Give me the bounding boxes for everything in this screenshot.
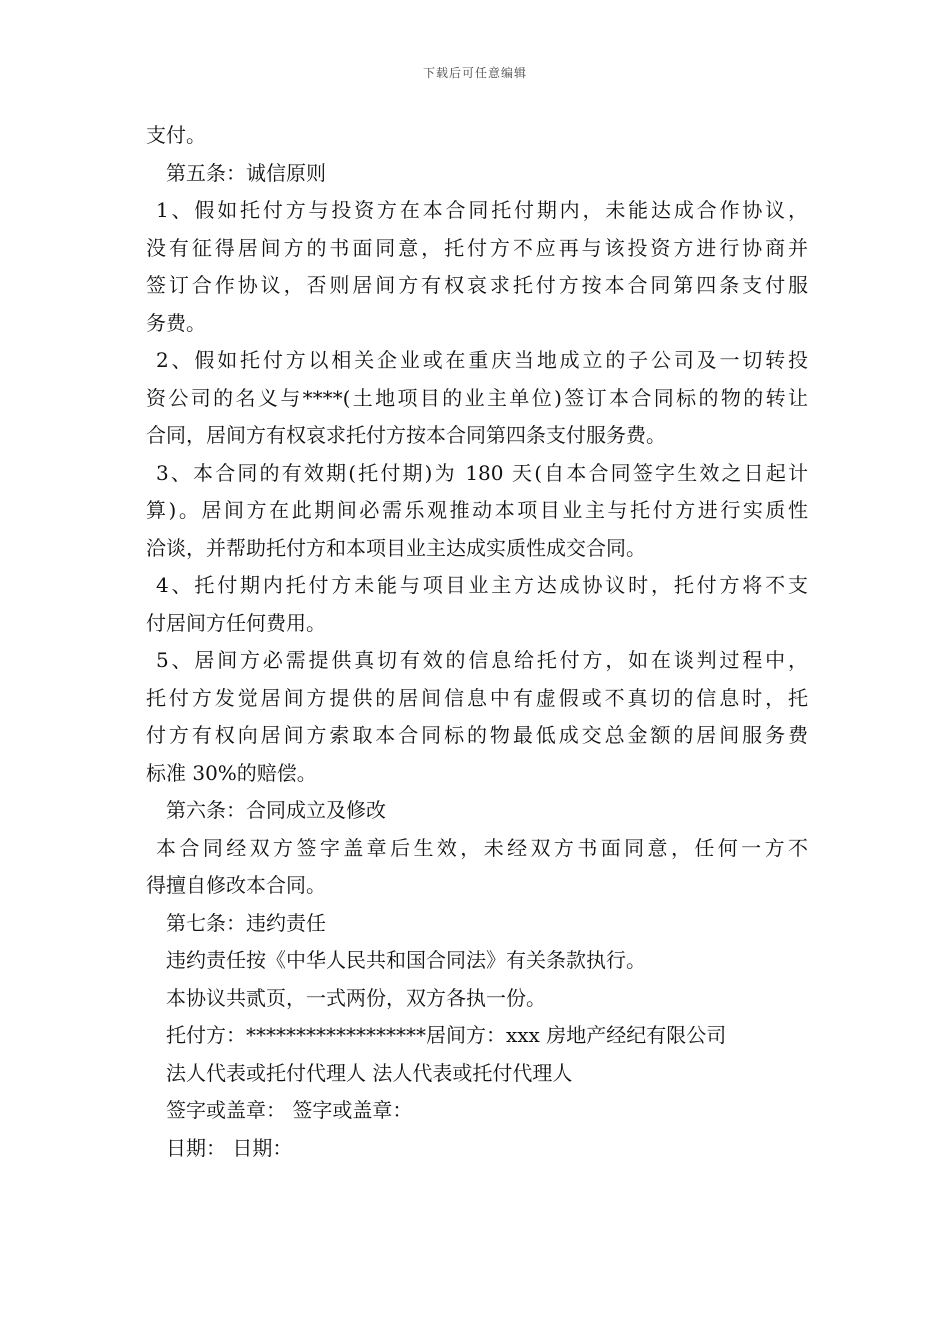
document-line: 付居间方任何费用。 (146, 610, 326, 635)
document-line: 务费。 (146, 310, 206, 335)
document-line: 法人代表或托付代理人 法人代表或托付代理人 (166, 1060, 573, 1085)
document-line: 本协议共贰页，一式两份，双方各执一份。 (166, 985, 546, 1010)
document-line: 签订合作协议，否则居间方有权哀求托付方按本合同第四条支付服 (146, 273, 808, 297)
document-line: 托付方发觉居间方提供的居间信息中有虚假或不真切的信息时，托 (146, 685, 808, 710)
document-line: 合同，居间方有权哀求托付方按本合同第四条支付服务费。 (146, 423, 666, 447)
document-line: 本合同经双方签字盖章后生效，未经双方书面同意，任何一方不 (156, 835, 808, 860)
document-line: 4、托付期内托付方未能与项目业主方达成协议时，托付方将不支 (156, 573, 808, 597)
document-line: 2、假如托付方以相关企业或在重庆当地成立的子公司及一切转投 (156, 348, 808, 372)
document-line: 第六条：合同成立及修改 (166, 798, 386, 822)
document-line: 算)。居间方在此期间必需乐观推动本项目业主与托付方进行实质性 (146, 498, 808, 522)
page-header: 下载后可任意编辑 (422, 66, 527, 80)
document-line: 洽谈，并帮助托付方和本项目业主达成实质性成交合同。 (146, 535, 646, 560)
document-line: 日期： 日期： (166, 1135, 293, 1160)
document-line: 没有征得居间方的书面同意，托付方不应再与该投资方进行协商并 (146, 235, 808, 260)
document-line: 资公司的名义与****(土地项目的业主单位)签订本合同标的物的转让 (146, 385, 808, 410)
document-line: 违约责任按《中华人民共和国合同法》有关条款执行。 (166, 948, 646, 972)
document-line: 第五条：诚信原则 (166, 160, 326, 185)
document-line: 1、假如托付方与投资方在本合同托付期内，未能达成合作协议， (156, 198, 808, 222)
document-line: 托付方：******************居间方：xxx 房地产经纪有限公司 (166, 1023, 727, 1047)
document-line: 标准 30%的赔偿。 (146, 760, 317, 785)
document-line: 得擅自修改本合同。 (146, 873, 326, 897)
document-line: 付方有权向居间方索取本合同标的物最低成交总金额的居间服务费 (146, 723, 808, 747)
document-line: 5、居间方必需提供真切有效的信息给托付方，如在谈判过程中， (156, 648, 808, 672)
document-body (146, 117, 808, 1167)
document-line: 签字或盖章： 签字或盖章： (166, 1098, 413, 1122)
document-line: 3、本合同的有效期(托付期)为 180 天(自本合同签字生效之日起计 (156, 460, 808, 485)
document-line: 第七条：违约责任 (166, 910, 326, 935)
document-line: 支付。 (146, 123, 206, 147)
